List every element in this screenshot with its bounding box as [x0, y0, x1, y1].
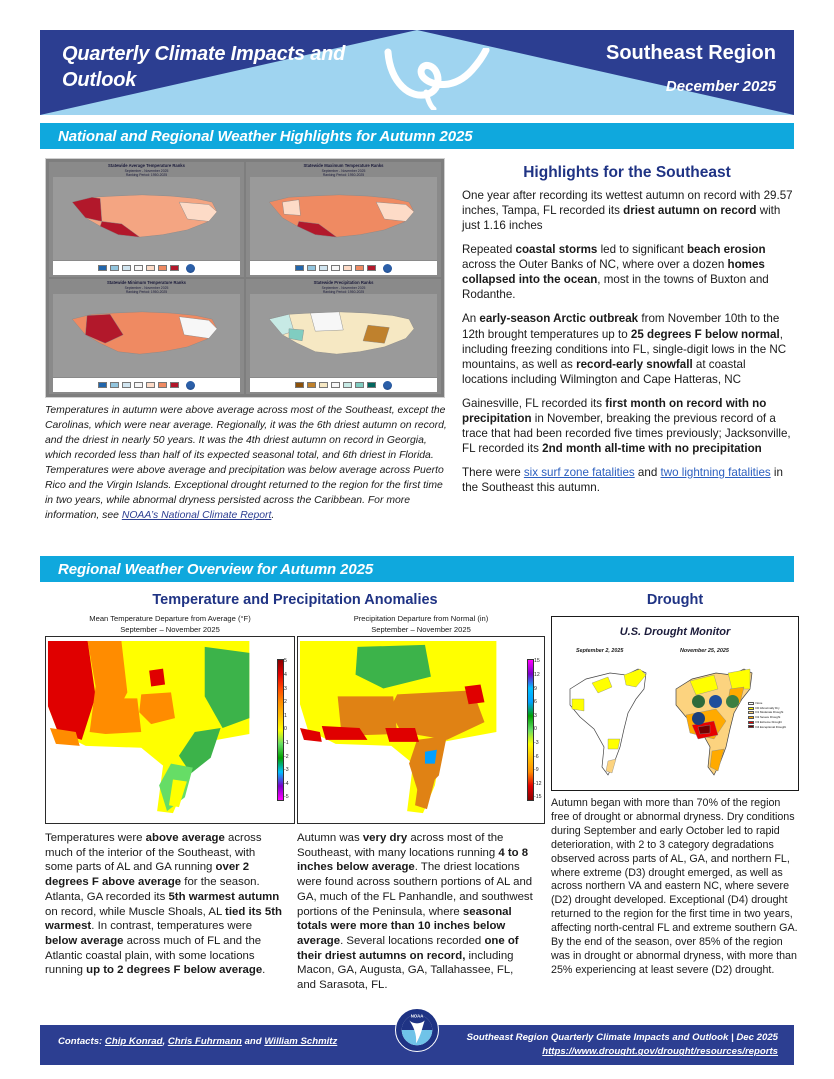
rank-panel-avg-temp — [49, 162, 244, 277]
panel-legend — [250, 261, 437, 275]
temp-anomaly-raster — [46, 637, 294, 823]
us-map-shape — [261, 301, 426, 367]
legend-label: D4 Exceptional Drought — [755, 724, 787, 729]
colorbar-tick: -9 — [534, 767, 539, 774]
noaa-logo-icon — [383, 264, 392, 273]
header-region: Southeast Region — [605, 42, 776, 64]
colorbar-tick: 15 — [534, 658, 540, 665]
footer-title: Southeast Region Quarterly Climate Impacts and Outlook | Dec 2025 — [466, 1032, 778, 1043]
rank-panel-precipitation — [246, 279, 441, 394]
colorbar-tick: 4 — [284, 671, 287, 678]
legend-row — [748, 725, 796, 730]
colorbar-tick: -12 — [534, 780, 542, 787]
noaa-logo-icon — [186, 381, 195, 390]
colorbar-tick: 2 — [284, 699, 287, 706]
legend-label: D2 Severe Drought — [755, 715, 781, 720]
precip-anomaly-raster — [298, 637, 544, 823]
rank-panel-min-temp — [49, 279, 244, 394]
highlights-list — [462, 188, 794, 504]
precip-colorbar-ticks — [534, 659, 543, 800]
noaa-seal-graphic — [396, 1009, 438, 1051]
us-map-shape — [64, 301, 229, 367]
us-map-shape — [261, 184, 426, 250]
colorbar-tick: -4 — [284, 780, 289, 787]
national-climate-report-link[interactable]: NOAA’s National Climate Report — [121, 509, 272, 521]
highlight-item-2: Repeated coastal storms led to significant beach erosion across the Outer Banks of NC, where over a dozen homes collapsed into the ocean, most in the towns of Buxton and Rodanthe. — [462, 243, 769, 302]
noaa-logo-icon — [383, 381, 392, 390]
panel-title: Statewide Maximum Temperature Ranks — [303, 163, 384, 168]
footer-url-link[interactable]: https://www.drought.gov/drought/resources/reports — [542, 1046, 778, 1058]
temperature-summary-text: Temperatures were above average across much of the interior of the Southeast, with some parts of AL and GA running over 2 degrees F above average for the season. Atlanta, GA recorded its 5th warmest autumn on record, while Muscle Shoals, AL tied its 5th warmest. In contrast, temperatures were below average across much of FL and the Atlantic coastal plain, with some locations running up to 2 degrees F below average. — [45, 832, 282, 977]
noaa-seal-icon — [395, 1008, 439, 1052]
svg-text:NOAA: NOAA — [410, 1013, 424, 1019]
drought-agency-logos — [692, 695, 744, 725]
contact-link-3[interactable]: William Schmitz — [264, 1036, 338, 1047]
panel-subtitle: September - November 2025 — [124, 168, 169, 173]
subhead-drought: Drought — [646, 592, 704, 608]
panel-period: Ranking Period: 1950-2025 — [322, 290, 365, 295]
highlight-item-5: There were six surf zone fatalities and two lightning fatalities in the Southeast this autumn. — [462, 466, 783, 495]
colorbar-tick: 3 — [534, 712, 537, 719]
colorbar-tick: 0 — [284, 726, 287, 733]
legend-label: None — [755, 701, 763, 705]
national-map-caption: Temperatures in autumn were above average across most of the Southeast, except the Carolinas, which were near average. Regionally, it was the 6th driest autumn on record, and the driest in nearly 50 years. It was the 4th driest autumn on record in Georgia, which recorded less than half of its expected seasonal total, and 6th driest in Florida. Temperatures were above average and precipitation was below average across Puerto Rico and the Virgin Islands. Exceptional drought returned to the region for the first time in two years, while abnormal dryness persisted across the Caribbean. For more information, see NOAA’s National Climate Report. — [45, 405, 447, 521]
colorbar-tick: 3 — [284, 685, 287, 692]
colorbar-tick: -3 — [534, 739, 539, 746]
national-ranks-figure — [45, 158, 445, 398]
footer-meta — [467, 1031, 778, 1060]
drought-map-september — [564, 655, 660, 783]
colorbar-tick: 5 — [284, 658, 287, 665]
legend-label: D1 Moderate Drought — [755, 710, 784, 715]
legend-label: D0 Abnormally Dry — [755, 705, 780, 710]
panel-title: Statewide Precipitation Ranks — [313, 280, 374, 285]
legend-label: D3 Extreme Drought — [755, 719, 782, 724]
panel-title: Statewide Minimum Temperature Ranks — [106, 280, 187, 285]
colorbar-tick: -6 — [534, 753, 539, 760]
colorbar-tick: -3 — [284, 767, 289, 774]
colorbar-tick: 9 — [534, 685, 537, 692]
section-header-regional: Regional Weather Overview for Autumn 2025 — [40, 556, 794, 582]
contacts-joiner: and — [244, 1036, 262, 1047]
page-title: Quarterly Climate Impacts and Outlook — [62, 43, 346, 91]
drought-legend — [748, 701, 796, 729]
highlight-item-1: One year after recording its wettest autumn on record with 29.57 inches, Tampa, FL recorded its driest autumn on record with just 1.16 inches — [462, 189, 793, 233]
drought-summary-text: Autumn began with more than 70% of the region free of drought or abnormal dryness. Dry conditions during September and early October led to rapid deterioration, with 2 to 3 category degradations observed across parts of AL, GA, and northern FL, where extreme (D3) drought emerged, as well as across northern VA and eastern NC, where severe (D2) drought developed. Exceptional (D4) drought returned to the region for the first time in two years, affecting north-central FL and extreme southern GA. By the end of the season, over 85% of the region was in drought or abnormal dryness, with more than 25% experiencing at least severe (D2) drought. — [551, 797, 798, 976]
ndmc-logo-icon — [726, 695, 739, 708]
precip-colorbar — [527, 659, 534, 800]
panel-legend — [53, 378, 240, 392]
panel-subtitle: September - November 2025 — [124, 285, 169, 290]
drought-monitor-figure — [551, 616, 799, 791]
usda-logo-icon — [692, 695, 705, 708]
noaa-logo-icon — [186, 264, 195, 273]
colorbar-tick: -1 — [284, 739, 289, 746]
rank-panel-max-temp — [246, 162, 441, 277]
lightning-fatalities-link[interactable]: two lightning fatalities — [660, 466, 771, 479]
colorbar-tick: 0 — [534, 726, 537, 733]
highlight-item-3: An early-season Arctic outbreak from November 10th to the 12th brought temperatures up to 25 degrees F below normal, including freezing conditions into FL, single-digit lows in the NC mountains, as well as record-early snowfall at coastal locations including Wilmington and Cape Hatteras, NC — [462, 312, 787, 386]
us-map-shape — [64, 184, 229, 250]
footer-contacts: Contacts: Chip Konrad, Chris Fuhrmann and William Schmitz — [58, 1036, 338, 1047]
panel-legend — [53, 261, 240, 275]
colorbar-tick: 12 — [534, 671, 540, 678]
caption-text: Temperatures in autumn were above average across most of the Southeast, except the Carolinas, which were near average. Regionally, it was the 6th driest autumn on record, and the driest in nearly 50 years. It was the 4th driest autumn on record in Georgia, which recorded less than half of its expected seasonal total, and 6th driest in Florida. Temperatures were above average and precipitation was below average across Puerto Rico and the Virgin Islands. Exceptional drought returned to the region for the first time in two years, while abnormal dryness persisted across the Caribbean. For more information, see — [45, 405, 447, 521]
precipitation-summary-text: Autumn was very dry across most of the Southeast, with many locations running 4 to 8 inches below average. The driest locations were found across southern portions of AL and GA, much of the FL Panhandle, and southwest portions of the Peninsula, where seasonal totals were more than 10 inches below average. Several locations recorded one of their driest autumns on record, including Macon, GA, Augusta, GA, Tallahassee, FL, and Sarasota, FL. — [297, 832, 533, 992]
temp-map-title-line2: September – November 2025 — [120, 624, 220, 634]
subhead-temp-precip: Temperature and Precipitation Anomalies — [152, 592, 438, 608]
drought-monitor-title: U.S. Drought Monitor — [619, 626, 731, 638]
drought-date-left: September 2, 2025 — [576, 648, 624, 654]
header-date: December 2025 — [665, 78, 776, 95]
highlights-title: Highlights for the Southeast — [523, 164, 731, 181]
panel-subtitle: September - November 2025 — [321, 168, 366, 173]
colorbar-tick: 6 — [534, 699, 537, 706]
colorbar-tick: 1 — [284, 712, 287, 719]
panel-period: Ranking Period: 1950-2025 — [322, 173, 365, 178]
contact-link-1[interactable]: Chip Konrad — [104, 1036, 163, 1047]
precip-map-title-line2: September – November 2025 — [371, 624, 471, 634]
temp-map-title — [45, 614, 295, 635]
temp-map-title-line1: Mean Temperature Departure from Average (°F) — [89, 614, 251, 623]
temp-colorbar-ticks — [284, 659, 293, 800]
panel-title: Statewide Average Temperature Ranks — [108, 163, 185, 168]
colorbar-tick: -15 — [534, 794, 542, 801]
surf-fatalities-link[interactable]: six surf zone fatalities — [523, 466, 635, 479]
panel-period: Ranking Period: 1950-2025 — [125, 173, 168, 178]
temp-colorbar — [277, 659, 284, 800]
precip-map-title — [297, 614, 545, 635]
noaa-seal-icon — [692, 712, 705, 725]
precip-map-title-line1: Precipitation Departure from Normal (in) — [353, 614, 489, 623]
contact-link-2[interactable]: Chris Fuhrmann — [167, 1036, 242, 1047]
panel-period: Ranking Period: 1950-2025 — [125, 290, 168, 295]
wave-swoosh-icon — [380, 48, 500, 110]
section-header-national: National and Regional Weather Highlights for Autumn 2025 — [40, 123, 794, 149]
highlight-item-4: Gainesville, FL recorded its first month on record with no precipitation in November, breaking the previous record of a trace that had been recorded five times previously; Jacksonville, FL recorded its 2nd month all-time with no precipitation — [462, 396, 791, 455]
drought-date-right: November 25, 2025 — [680, 648, 729, 654]
panel-subtitle: September - November 2025 — [321, 285, 366, 290]
colorbar-tick: -2 — [284, 753, 289, 760]
colorbar-tick: -5 — [284, 794, 289, 801]
panel-legend — [250, 378, 437, 392]
temperature-anomaly-map — [45, 636, 295, 824]
precipitation-anomaly-map — [297, 636, 545, 824]
report-header — [40, 30, 794, 115]
contacts-label: Contacts: — [58, 1036, 103, 1047]
noaa-logo-icon — [709, 695, 722, 708]
